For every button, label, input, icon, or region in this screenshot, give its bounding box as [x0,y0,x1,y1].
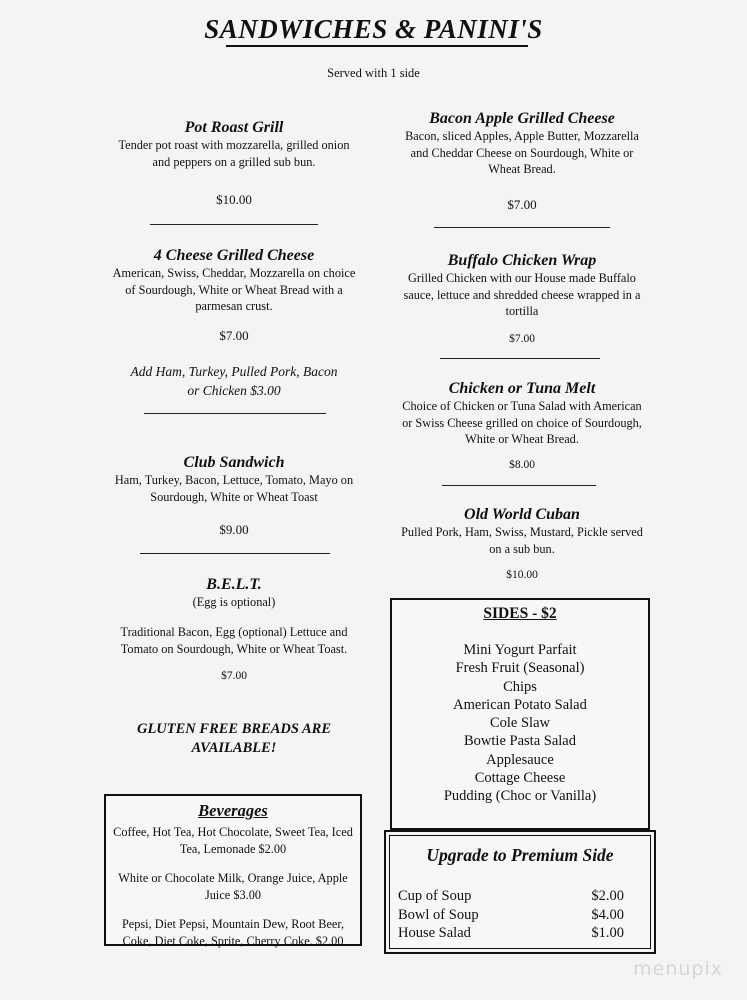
beverage-line: Tea, Lemonade $2.00 [179,841,287,856]
item-name: Buffalo Chicken Wrap [447,252,597,269]
sides-list [392,641,648,806]
divider [434,227,610,228]
menu-item-pot-roast [84,119,384,170]
gluten-free-line: AVAILABLE! [191,740,277,756]
item-description-line: Ham, Turkey, Bacon, Lettuce, Tomato, Mayo on [114,473,354,487]
item-description-line: Choice of Chicken or Tuna Salad with American [402,399,642,413]
item-price: $9.00 [219,522,249,537]
item-note: (Egg is optional) [192,595,276,609]
gluten-free-notice [84,720,384,758]
premium-row [398,887,642,906]
addon-line: Add Ham, Turkey, Pulled Pork, Bacon [130,364,338,379]
menu-item-buffalo-wrap [372,252,672,320]
page-title: SANDWICHES & PANINI'S [204,14,543,44]
item-name: Pot Roast Grill [184,119,284,136]
premium-side-inner [389,835,651,949]
premium-row [398,906,642,925]
premium-list [398,887,642,943]
premium-side-box [384,830,656,954]
item-addon [84,362,384,400]
item-description-line: sauce, lettuce and shredded cheese wrapped in a [403,287,641,302]
item-price: $10.00 [506,569,538,581]
premium-title: Upgrade to Premium Side [426,845,614,865]
side-item: Cole Slaw [489,715,550,732]
side-item: Pudding (Choc or Vanilla) [443,788,597,805]
item-description-line: Traditional Bacon, Egg (optional) Lettuce and [120,625,348,639]
item-description-line: Sourdough, White or Wheat Toast [150,489,318,504]
item-price: $10.00 [216,192,252,207]
gluten-free-line: GLUTEN FREE BREADS ARE [136,721,332,737]
item-name: B.E.L.T. [206,576,262,593]
beverage-line: Juice $3.00 [204,887,261,902]
item-description-line: Bacon, sliced Apples, Apple Butter, Mozzarella [405,129,639,143]
side-item: American Potato Salad [453,696,587,713]
menu-item-bacon-apple [372,110,672,178]
item-description-line: Wheat Bread. [488,162,556,176]
beverage-line: Coffee, Hot Tea, Hot Chocolate, Sweet Tea, Iced [113,825,353,839]
premium-row [398,924,642,943]
side-item: Mini Yogurt Parfait [463,642,577,658]
beverage-line: Coke, Diet Coke, Sprite, Cherry Coke. $2.00 [122,933,344,948]
item-description-line: White or Wheat Bread. [465,432,579,446]
item-description-line: on a sub bun. [489,541,555,556]
item-description-line: or Swiss Cheese grilled on choice of Sourdough, [402,415,642,430]
item-name: Club Sandwich [183,454,285,471]
item-description-line: and peppers on a grilled sub bun. [152,154,316,169]
divider [150,224,318,225]
menu-item-belt [84,576,384,611]
watermark: menupix [633,958,723,980]
item-name: Old World Cuban [464,506,580,523]
premium-item-price: $1.00 [591,925,624,941]
item-price: $7.00 [507,197,537,212]
side-item: Applesauce [486,751,554,768]
premium-item-name: House Salad [398,925,471,941]
item-name: Chicken or Tuna Melt [448,380,596,397]
premium-item-price: $2.00 [591,888,624,904]
item-description-line: of Sourdough, White or Wheat Bread with a [125,282,343,297]
premium-item-price: $4.00 [591,906,624,923]
divider [442,485,596,486]
beverages-box [104,794,362,946]
title-underline [226,45,528,47]
menu-item-tuna-melt [372,380,672,448]
sides-title: SIDES - $2 [483,605,557,622]
item-price: $7.00 [509,333,535,345]
item-description-line: parmesan crust. [195,299,273,313]
item-price: $8.00 [509,459,535,471]
item-description-line: Grilled Chicken with our House made Buffalo [408,271,636,285]
item-description-line: American, Swiss, Cheddar, Mozzarella on choice [112,266,356,280]
menu-item-cuban [372,506,672,557]
menu-item-4-cheese [84,247,384,315]
item-description-line: Tender pot roast with mozzarella, grilled onion [118,138,350,152]
divider [440,358,600,359]
sides-box [390,598,650,830]
side-item: Fresh Fruit (Seasonal) [455,660,585,677]
page-subtitle: Served with 1 side [327,66,420,80]
side-item: Bowtie Pasta Salad [464,733,576,750]
beverage-line: Pepsi, Diet Pepsi, Mountain Dew, Root Beer, [121,917,345,931]
item-description-line: and Cheddar Cheese on Sourdough, White or [410,145,634,160]
addon-line: or Chicken $3.00 [187,383,281,398]
divider [140,553,330,554]
beverage-line: White or Chocolate Milk, Orange Juice, Apple [118,871,348,885]
item-price: $7.00 [221,670,247,682]
premium-item-name: Bowl of Soup [398,906,479,923]
item-description-line: Pulled Pork, Ham, Swiss, Mustard, Pickle served [401,525,643,539]
side-item: Chips [503,678,537,695]
item-description-line: Tomato on Sourdough, White or Wheat Toast. [120,641,348,656]
premium-item-name: Cup of Soup [398,888,472,904]
side-item: Cottage Cheese [474,770,566,787]
item-name: Bacon Apple Grilled Cheese [429,110,615,127]
divider [144,413,326,414]
menu-item-club [84,454,384,505]
item-name: 4 Cheese Grilled Cheese [153,247,315,264]
beverages-title: Beverages [198,801,268,820]
item-price: $7.00 [219,328,249,343]
item-description-line: tortilla [505,304,539,318]
item-description [84,624,384,657]
